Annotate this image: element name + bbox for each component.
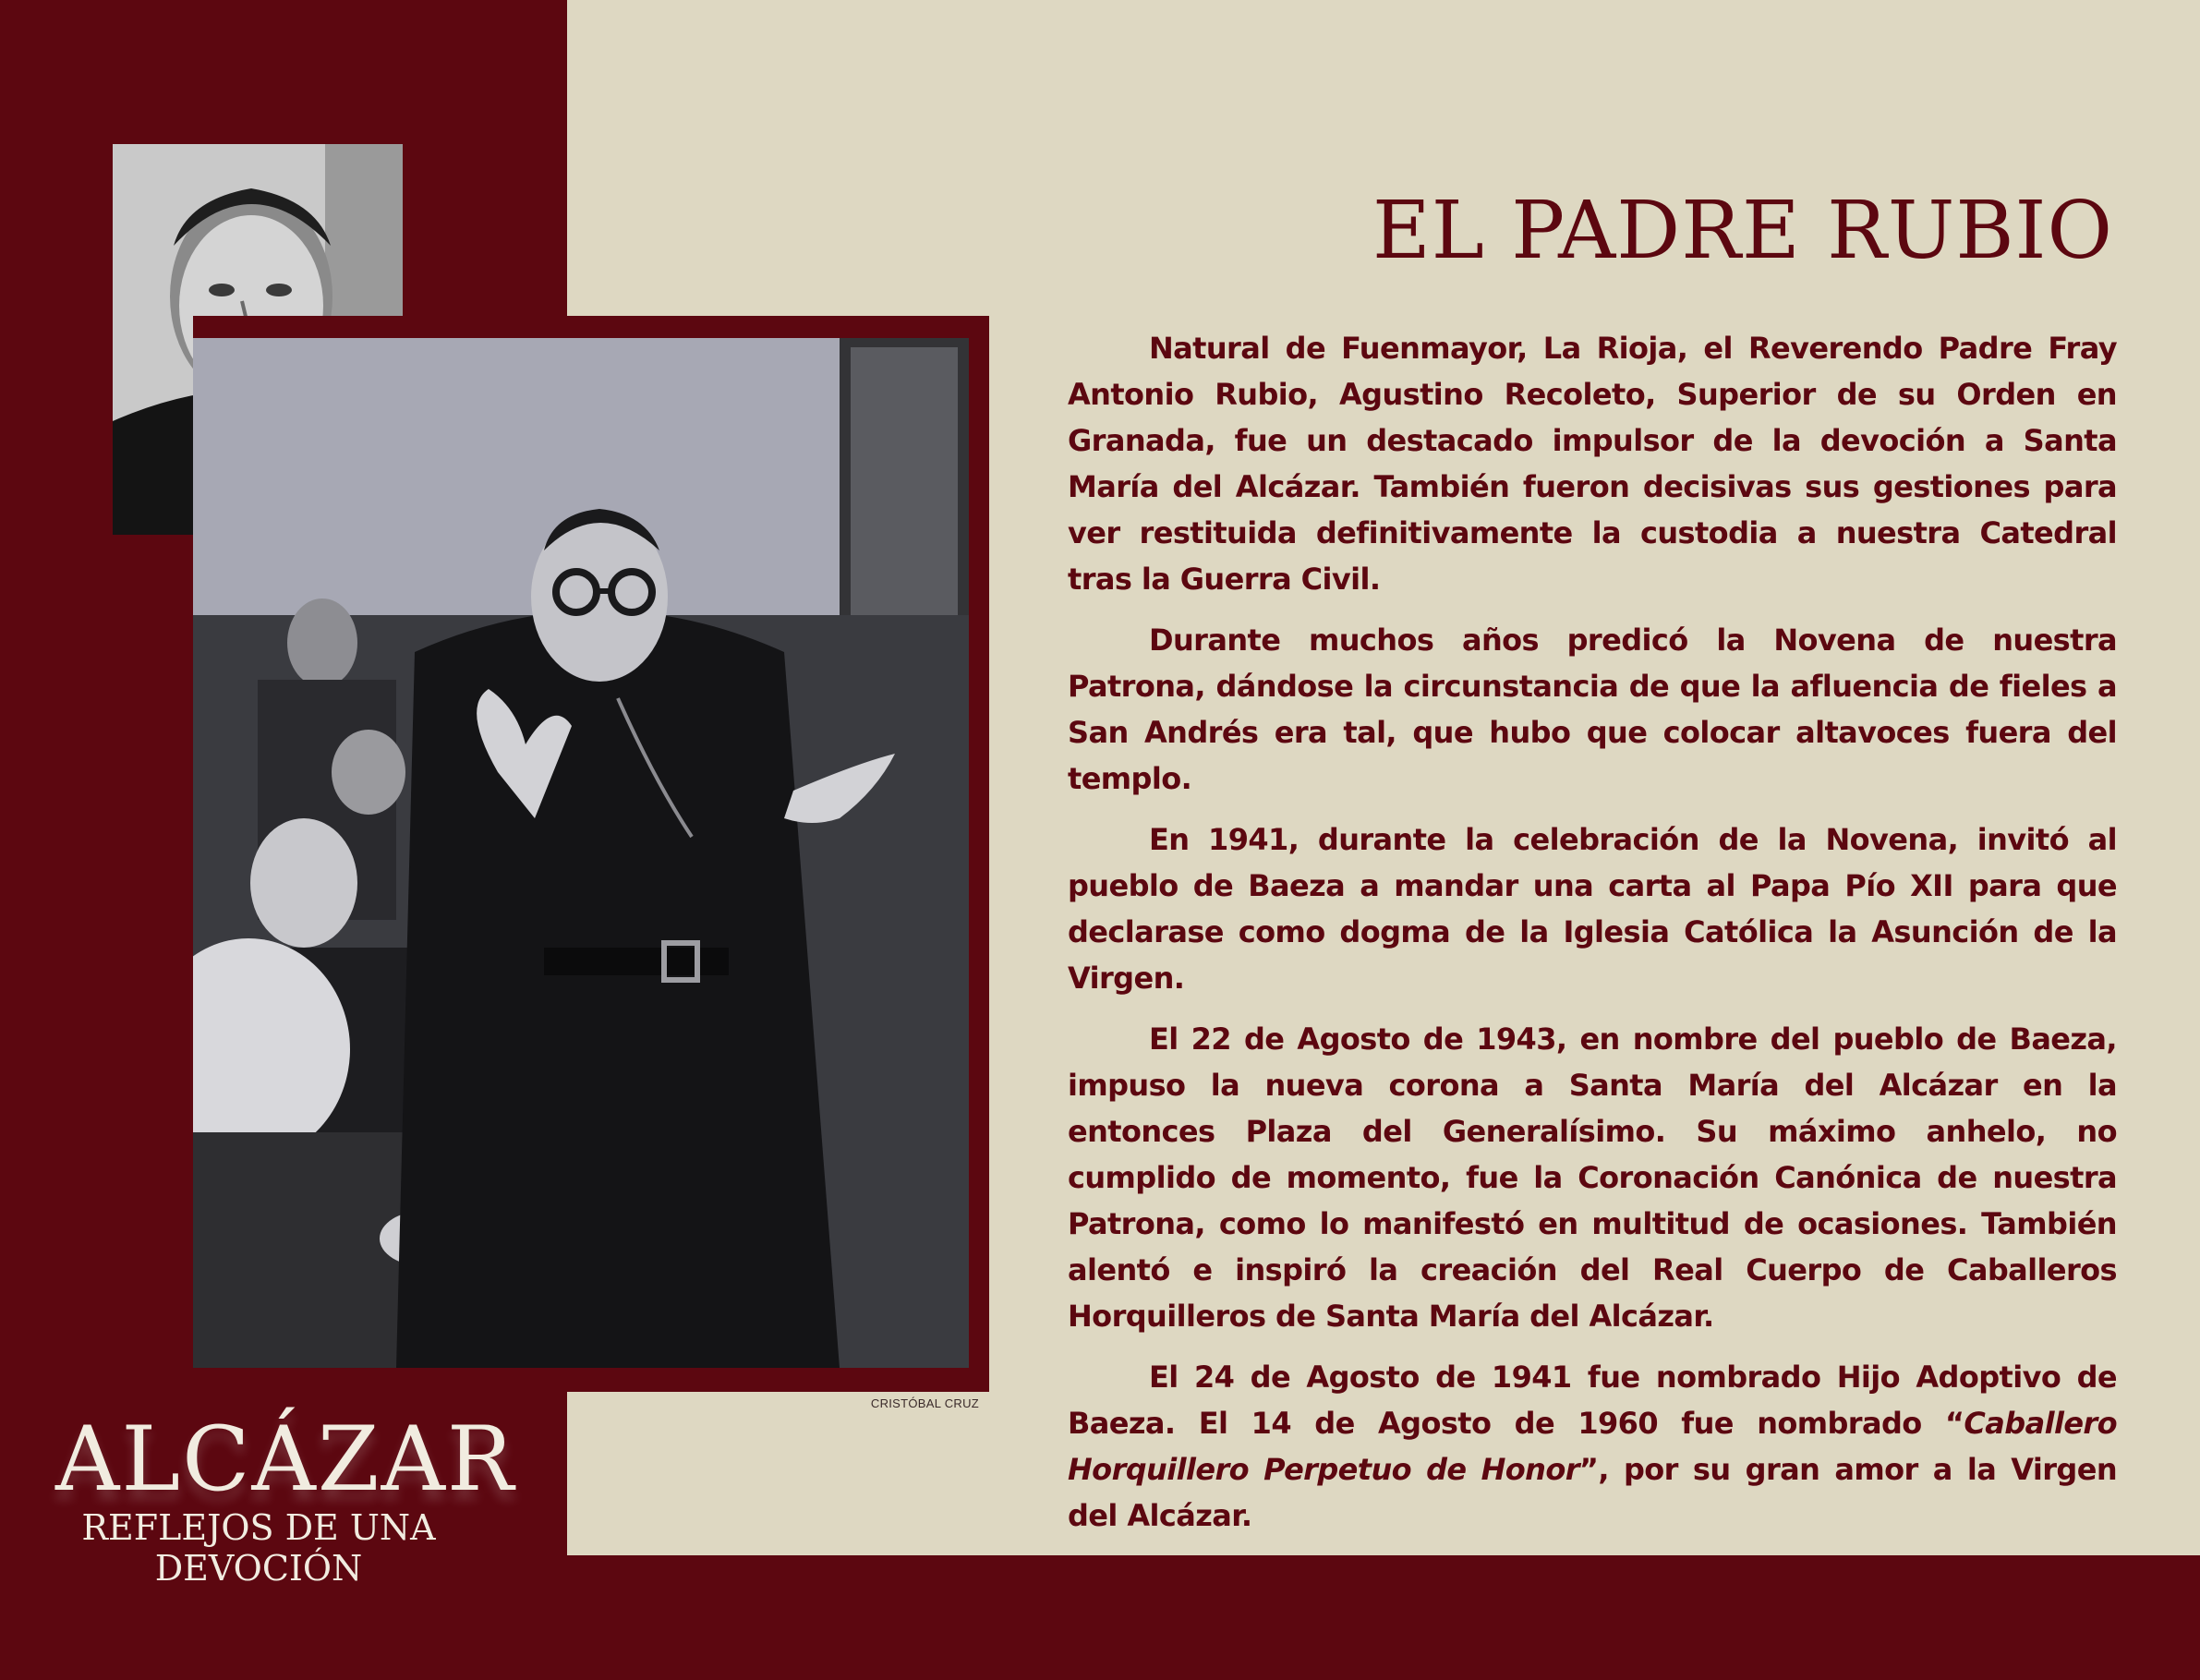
- logo-wordmark: ALCÁZAR: [55, 1408, 516, 1511]
- main-photo: [193, 338, 969, 1368]
- paragraph-2: Durante muchos años predicó la Novena de nuestra Patrona, dándose la circunstancia de que la afluencia de fieles a San Andrés era tal, que hubo que colocar altavoces fuera del templo.: [1068, 622, 2117, 796]
- article-body: [1068, 325, 2117, 1553]
- paragraph-5-end: ”, por su gran amor a la Virgen del Alcázar.: [1068, 1452, 2118, 1533]
- photo-credit: CRISTÓBAL CRUZ: [870, 1396, 979, 1410]
- paragraph-5: [1068, 1354, 2117, 1539]
- page-title: EL PADRE RUBIO: [1372, 185, 2113, 277]
- paragraph-1: Natural de Fuenmayor, La Rioja, el Reverendo Padre Fray Antonio Rubio, Agustino Recoleto, Superior de su Orden en Granada, fue un destacado impulsor de la devoción a Santa María del Alcázar. También fueron decisivas sus gestiones para ver restituida definitivamente la custodia a nuestra Catedral tras la Guerra Civil.: [1068, 331, 2117, 597]
- paragraph-5-text: El 24 de Agosto de 1941 fue nombrado Hijo Adoptivo de Baeza. El 14 de Agosto de 1960 fue nombrado “: [1068, 1360, 2117, 1441]
- paragraph-4: El 22 de Agosto de 1943, en nombre del pueblo de Baeza, impuso la nueva corona a Santa María del Alcázar en la entonces Plaza del Generalísimo. Su máximo anhelo, no cumplido de momento, fue la Coronación Canónica de nuestra Patrona, como lo manifestó en multitud de ocasiones. También alentó e inspiró la creación del Real Cuerpo de Caballeros Horquilleros de Santa María del Alcázar.: [1068, 1021, 2117, 1334]
- logo-subtitle-line1: REFLEJOS DE UNA: [81, 1507, 436, 1548]
- paragraph-3: En 1941, durante la celebración de la Novena, invitó al pueblo de Baeza a mandar una carta al Papa Pío XII para que declarase como dogma de la Iglesia Católica la Asunción de la Virgen.: [1068, 822, 2117, 996]
- logo-subtitle-line2: DEVOCIÓN: [154, 1548, 363, 1589]
- honor-title: Caballero Horquillero Perpetuo de Honor: [1068, 1406, 2117, 1487]
- alcazar-logo: [55, 1408, 516, 1589]
